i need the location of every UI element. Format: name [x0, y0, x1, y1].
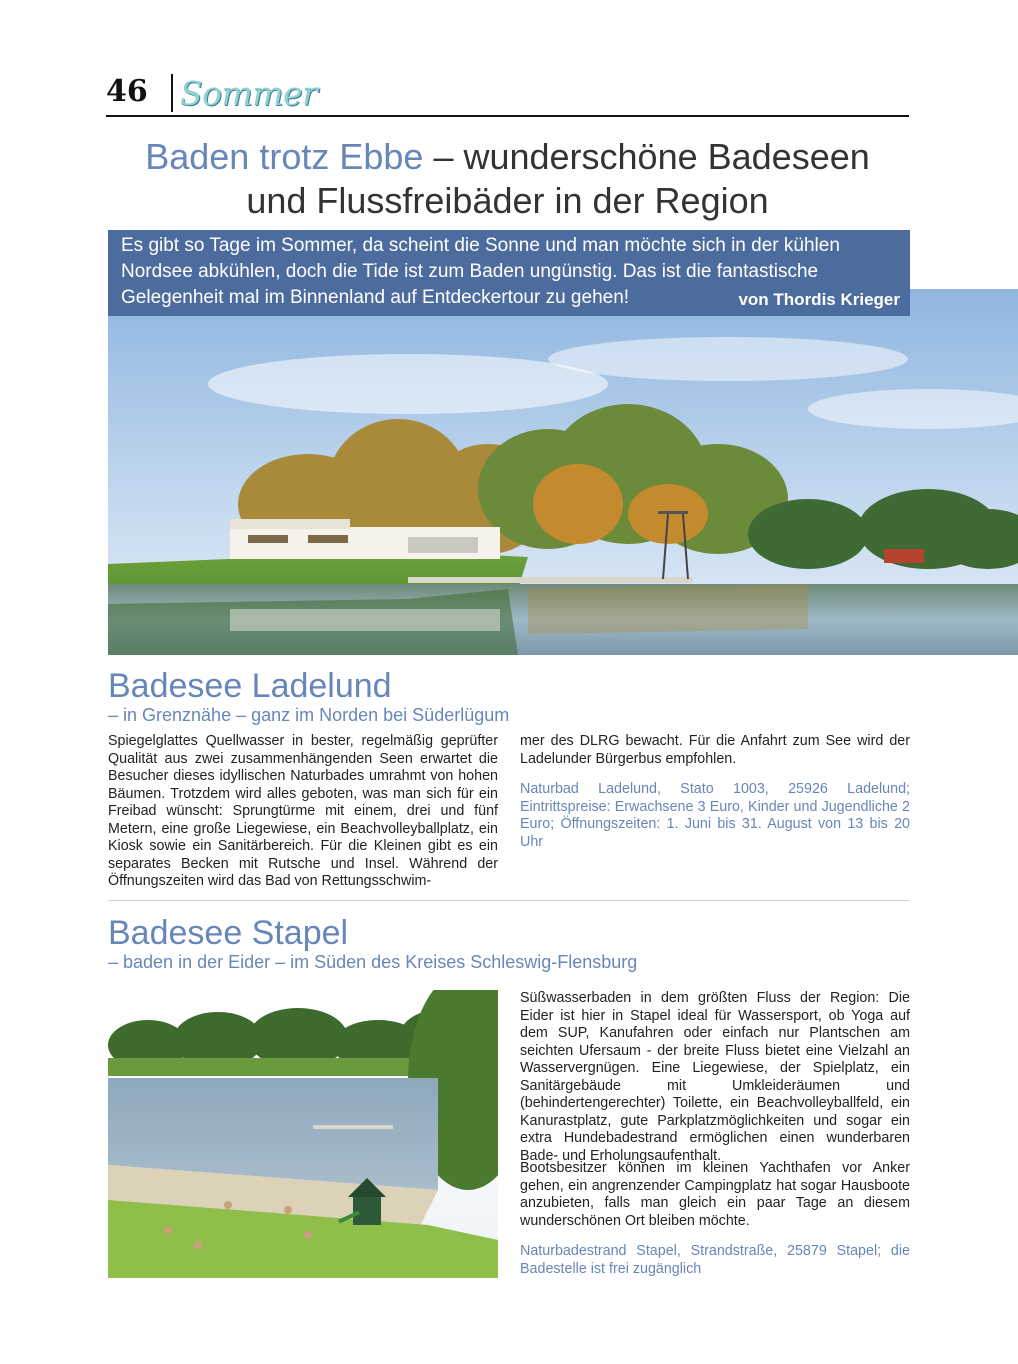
ladelund-body-col2: mer des DLRG bewacht. Für die Anfahrt zum See wird der Ladelunder Bürgerbus empfohlen.	[520, 733, 910, 767]
stapel-body-2: Bootsbesitzer können im kleinen Yachthafen vor Anker gehen, ein angrenzender Campingplatz hat sogar Hausboote anzubieten, falls man gleich ein paar Tage an diesem wunderschönen Ort bleiben möchte.	[520, 1160, 910, 1229]
title-line2: und Flussfreibäder in der Region	[246, 180, 769, 221]
photo-badesee-stapel	[108, 990, 498, 1278]
section-title-stapel: Badesee Stapel	[108, 914, 349, 952]
section-title-ladelund: Badesee Ladelund	[108, 667, 392, 705]
section-divider	[108, 900, 909, 901]
stapel-body: Süßwasserbaden in dem größten Fluss der Region: Die Eider ist hier in Stapel ideal für Wassersport, ob Yoga auf dem SUP, Kanufahren oder einfach nur Plantschen am seichten Ufersaum - der breite Fluss bietet eine Vielzahl an Wasservergnügen. Eine Liegewiese, der Spielplatz, ein Sanitärgebäude mit Umkleideräumen und (behindertengerechter) Toilette, ein Beachvolleyballfeld, ein Kanurastplatz, gute Parkplatzmöglichkeiten und sogar ein extra Hundebadestrand ermöglichen einen wunderbaren Bade- und Erholungsaufenthalt.	[520, 990, 910, 1164]
intro-text: Es gibt so Tage im Sommer, da scheint die Sonne und man möchte sich in der kühlen Nordsee abkühlen, doch die Tide ist zum Baden ungünstig. Das ist die fantastische Gelegenheit mal im Binnenland auf Entdeckertour zu gehen!	[121, 235, 840, 308]
intro-author: von Thordis Krieger	[738, 290, 900, 309]
stapel-info: Naturbadestrand Stapel, Strandstraße, 25879 Stapel; die Badestelle ist frei zugänglich	[520, 1243, 910, 1277]
section-logo: Sommer	[180, 74, 318, 113]
section-subtitle-stapel: – baden in der Eider – im Süden des Kreises Schleswig-Flensburg	[108, 952, 638, 972]
ladelund-body-col1: Spiegelglattes Quellwasser in bester, regelmäßig geprüfter Qualität aus zwei zusammenhängenden Seen erwartet die Besucher dieses idyllischen Naturbades umrahmt von hohen Bäumen. Trotzdem wird alles geboten, was man sich für ein Freibad wünscht: Sprungtürme mit einem, drei und fünf Metern, eine große Liegewiese, ein Beachvolleyballplatz, ein Kiosk sowie ein Sanitärbereich. Für die Kleinen gibt es ein separates Becken mit Rutsche und Insel. Während der Öffnungszeiten wird das Bad von Rettungsschwim-	[108, 733, 498, 889]
header-divider	[171, 74, 173, 112]
ladelund-info: Naturbad Ladelund, Stato 1003, 25926 Ladelund; Eintrittspreise: Erwachsene 3 Euro, Kinder und Jugendliche 2 Euro; Öffnungszeiten: 1. Juni bis 31. August von 13 bis 20 Uhr	[520, 781, 910, 850]
article-title	[106, 135, 909, 223]
photo-badesee-ladelund	[108, 289, 1018, 655]
title-accent: Baden trotz Ebbe	[145, 136, 424, 177]
section-subtitle-ladelund: – in Grenznähe – ganz im Norden bei Süderlügum	[108, 705, 510, 725]
header-rule	[106, 115, 909, 117]
page-number: 46	[106, 74, 148, 109]
title-line1-rest: – wunderschöne Badeseen	[423, 136, 870, 177]
